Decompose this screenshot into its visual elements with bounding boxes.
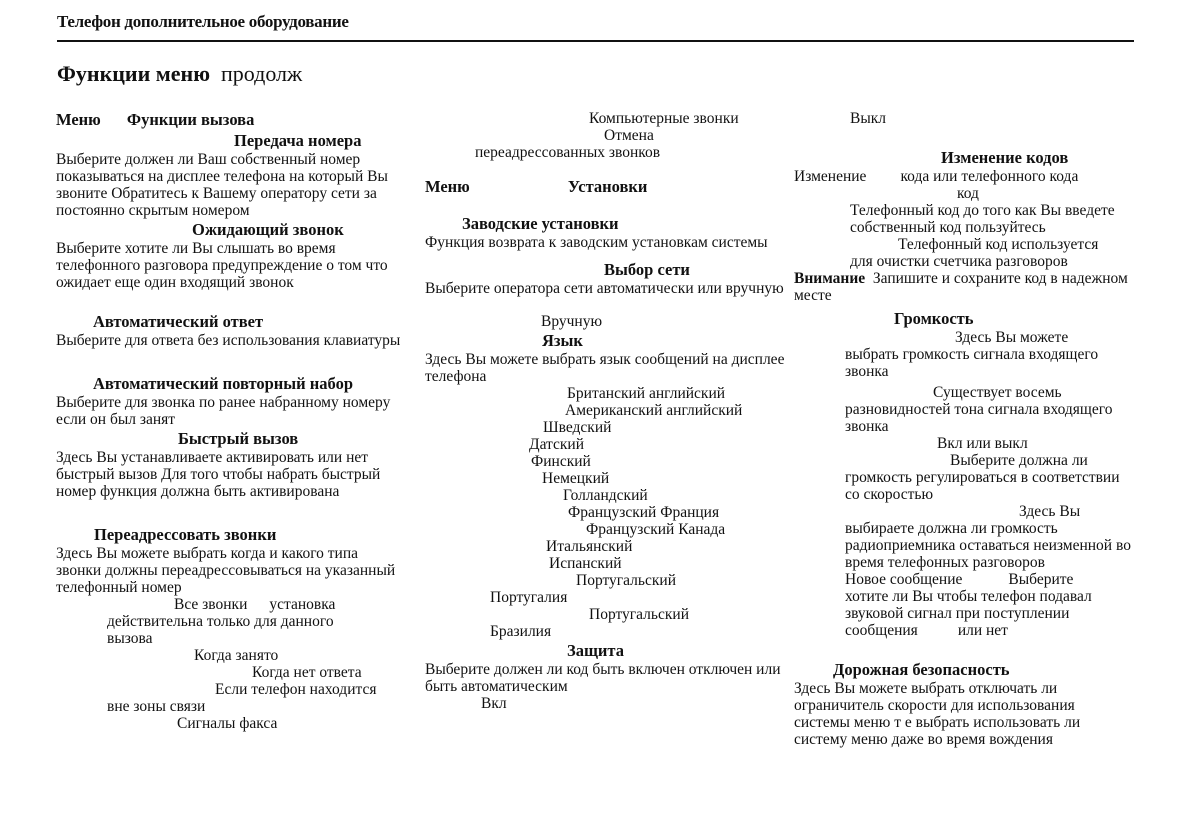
section-body: Выберите оператора сети автоматически или вручную [425, 280, 784, 297]
language-option: Итальянский [546, 538, 633, 555]
section-title: Автоматический ответ [93, 312, 264, 331]
text: для очистки счетчика разговоров [850, 253, 1068, 270]
section-title: Заводские установки [462, 214, 619, 233]
section-body: Здесь Вы можете выбрать язык сообщений на дисплее телефона [425, 351, 785, 385]
section-title: Переадрессовать звонки [94, 525, 277, 544]
section-title: Быстрый вызов [178, 429, 299, 448]
section-title: Язык [542, 331, 583, 350]
option-busy: Когда занято [194, 647, 279, 664]
text: Существует восемь [933, 384, 1062, 401]
page-title-rest: продолж [221, 61, 303, 86]
language-option: Американский английский [565, 402, 743, 419]
text: Выберите должна ли [950, 452, 1088, 469]
section-body: Выберите должен ли код быть включен отключен или быть автоматическим [425, 661, 781, 695]
menu-label: Меню [425, 177, 470, 196]
text: хотите ли Вы чтобы телефон подавал звуковой сигнал при поступлении [845, 588, 1092, 622]
language-option: Португальский [576, 572, 676, 589]
page-header: Телефон дополнительное оборудование [57, 12, 349, 31]
menu-section-title: Функции вызова [126, 110, 255, 129]
option-cancel-2: переадрессованных звонков [475, 144, 661, 161]
text: Здесь Вы можете [955, 329, 1069, 346]
text: Вкл или выкл [937, 435, 1028, 452]
language-option: Французский Канада [586, 521, 726, 538]
language-option: Португалия [490, 589, 568, 606]
warning-body: Запишите и сохраните код в надежном месте [794, 270, 1128, 304]
section-title: Громкость [894, 309, 974, 328]
section-body: Здесь Вы можете выбрать отключать ли ограничитель скорости для использования системы меню т е выбрать использовать ли систему меню даже во время вождения [794, 680, 1081, 748]
option-cancel: Отмена [604, 127, 654, 144]
option-all-calls [56, 596, 406, 613]
new-message-row [794, 571, 1134, 588]
menu-label: Меню [56, 110, 101, 129]
section-title: Защита [567, 641, 624, 660]
text: Новое сообщение [845, 571, 963, 588]
column-3 [794, 110, 1134, 748]
language-option: Испанский [549, 555, 622, 572]
text: сообщения [845, 622, 918, 639]
language-option: Французский Франция [568, 504, 720, 521]
language-option: Финский [531, 453, 591, 470]
section-title: Изменение кодов [941, 148, 1069, 167]
menu-row-settings [425, 177, 785, 197]
text: разновидностей тона сигнала входящего звонка [845, 401, 1113, 435]
text: выбираете должна ли громкость радиоприемника оставаться неизменной во время телефонных разговоров [845, 520, 1131, 571]
text: выбрать громкость сигнала входящего звонка [845, 346, 1099, 380]
text: громкость регулироваться в соответствии со скоростью [845, 469, 1120, 503]
text: код [957, 185, 979, 202]
section-title: Ожидающий звонок [192, 220, 344, 239]
section-body: Функция возврата к заводским установкам системы [425, 234, 768, 251]
header-rule [57, 40, 1134, 42]
column-2 [425, 110, 785, 712]
section-body: Выберите для звонка по ранее набранному номеру если он был занят [56, 394, 391, 428]
option-out-of-range: Если телефон находится [215, 681, 377, 698]
option-on: Вкл [481, 695, 507, 712]
option-label: Все звонки [174, 596, 248, 613]
message-row [794, 622, 1134, 639]
menu-row-call-functions [56, 110, 406, 130]
language-option: Бразилия [490, 623, 552, 640]
page-title [57, 61, 302, 87]
language-option: Британский английский [567, 385, 726, 402]
language-option: Немецкий [542, 470, 610, 487]
language-option: Португальский [589, 606, 689, 623]
language-list [425, 385, 785, 640]
text: Телефонный код до того как Вы введете собственный код пользуйтесь [850, 202, 1115, 236]
section-body: Здесь Вы устанавливаете активировать или нет быстрый вызов Для того чтобы набрать быстрый номер функция должна быть активирована [56, 449, 381, 500]
text: или нет [957, 622, 1008, 639]
section-body: Выберите хотите ли Вы слышать во время телефонного разговора предупреждение о том что ожидает еще один входящий звонок [56, 240, 388, 291]
menu-section-title: Установки [567, 177, 648, 196]
option-manual: Вручную [541, 313, 603, 330]
text: кода или телефонного кода [900, 168, 1079, 185]
language-option: Датский [529, 436, 585, 453]
column-1 [56, 100, 406, 732]
section-title: Автоматический повторный набор [93, 374, 353, 393]
section-title: Выбор сети [604, 260, 690, 279]
text: Здесь Вы [1019, 503, 1081, 520]
option-computer-calls: Компьютерные звонки [589, 110, 739, 127]
language-option: Шведский [543, 419, 612, 436]
section-body: Здесь Вы можете выбрать когда и какого типа звонки должны переадрессовываться на указанный телефонный номер [56, 545, 396, 596]
section-title: Дорожная безопасность [833, 660, 1010, 679]
warning-label: Внимание [794, 270, 866, 287]
option-off: Выкл [850, 110, 887, 127]
codes-row [794, 168, 1134, 185]
text: Изменение [794, 168, 867, 185]
option-desc: установка [269, 596, 336, 613]
option-fax: Сигналы факса [177, 715, 278, 732]
warning [794, 270, 1134, 304]
section-body: Выберите для ответа без использования клавиатуры [56, 332, 401, 349]
option-desc: действительна только для данного [107, 613, 334, 630]
section-body: Выберите должен ли Ваш собственный номер показываться на дисплее телефона на который Вы звоните Обратитесь к Вашему оператору сети за постоянно скрытым номером [56, 151, 388, 219]
text: Выберите [1008, 571, 1074, 588]
page-title-bold: Функции меню [57, 61, 211, 86]
text: Телефонный код используется [898, 236, 1099, 253]
option-desc: вызова [107, 630, 153, 647]
option-out-of-range-2: вне зоны связи [107, 698, 206, 715]
option-no-answer: Когда нет ответа [252, 664, 362, 681]
language-option: Голландский [563, 487, 648, 504]
section-title: Передача номера [234, 131, 362, 150]
